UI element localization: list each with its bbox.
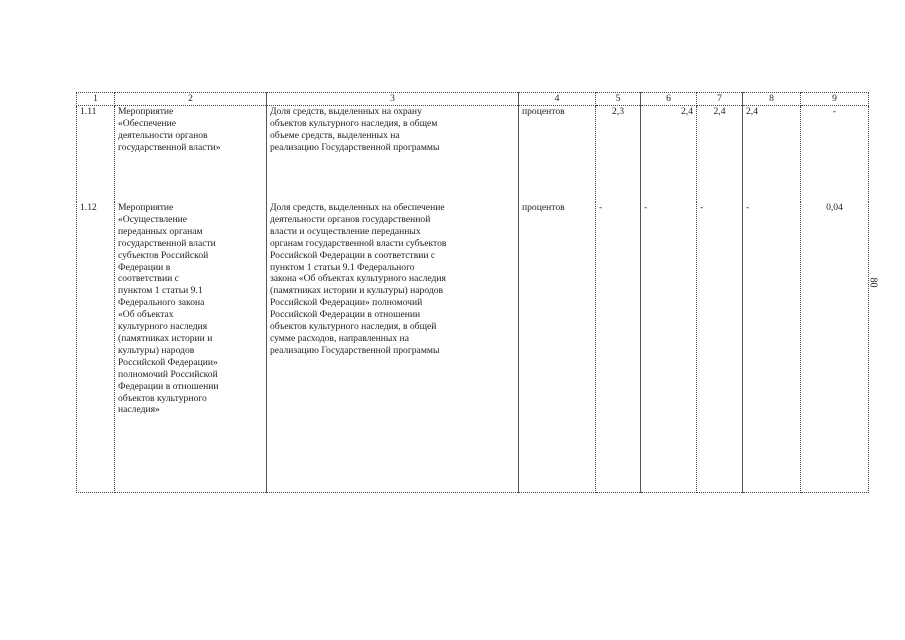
row-number: 1.12 xyxy=(77,202,115,493)
value-col-8: 2,4 xyxy=(743,106,801,203)
value-col-5: - xyxy=(596,202,641,493)
row-number: 1.11 xyxy=(77,106,115,203)
indicator-cell xyxy=(267,202,519,493)
header-cell-8: 8 xyxy=(743,93,801,106)
header-cell-1: 1 xyxy=(77,93,115,106)
header-cell-6: 6 xyxy=(641,93,697,106)
header-cell-5: 5 xyxy=(596,93,641,106)
event-name-cell xyxy=(115,202,267,493)
table-row xyxy=(77,202,869,493)
table-header-row xyxy=(77,93,869,106)
value-col-8: - xyxy=(743,202,801,493)
event-name-cell xyxy=(115,106,267,203)
event-name: Мероприятие «Обеспечение деятельности органов государственной власти» xyxy=(118,106,221,153)
unit-cell: процентов xyxy=(519,202,596,493)
value-col-9: 0,04 xyxy=(801,202,869,493)
value-col-5: 2,3 xyxy=(596,106,641,203)
unit-cell: процентов xyxy=(519,106,596,203)
value-col-7: 2,4 xyxy=(697,106,743,203)
header-cell-3: 3 xyxy=(267,93,519,106)
value-col-9: - xyxy=(801,106,869,203)
value-col-6: 2,4 xyxy=(641,106,697,203)
header-cell-4: 4 xyxy=(519,93,596,106)
indicator-text: Доля средств, выделенных на охрану объектов культурного наследия, в общем объеме средств, выделенных на реализацию Государственной программы xyxy=(270,106,440,153)
value-col-7: - xyxy=(697,202,743,493)
event-name: Мероприятие «Осуществление переданных органам государственной власти субъектов Российской Федерации в соответствии с пунктом 1 статьи 9.1 Федерального закона «Об объектах культурного наследия (памятниках истории и культуры) народов Российской Федерации» полномочий Российской Федерации в отношении объектов культурного наследия» xyxy=(118,202,219,416)
header-cell-7: 7 xyxy=(697,93,743,106)
indicator-text: Доля средств, выделенных на обеспечение деятельности органов государственной власти и осуществление переданных органам государственной власти субъектов Российской Федерации в соответствии с пунктом 1 статьи 9.1 Федерального закона «Об объектах культурного наследия (памятниках истории и культуры) народов Российской Федерации» полномочий Российской Федерации в отношении объектов культурного наследия, в общей сумме расходов, направленных на реализацию Государственной программы xyxy=(270,202,447,356)
indicator-cell xyxy=(267,106,519,203)
header-cell-2: 2 xyxy=(115,93,267,106)
page-number: 80 xyxy=(867,277,879,288)
table-row xyxy=(77,106,869,203)
value-col-6: - xyxy=(641,202,697,493)
indicators-table xyxy=(76,92,869,493)
header-cell-9: 9 xyxy=(801,93,869,106)
